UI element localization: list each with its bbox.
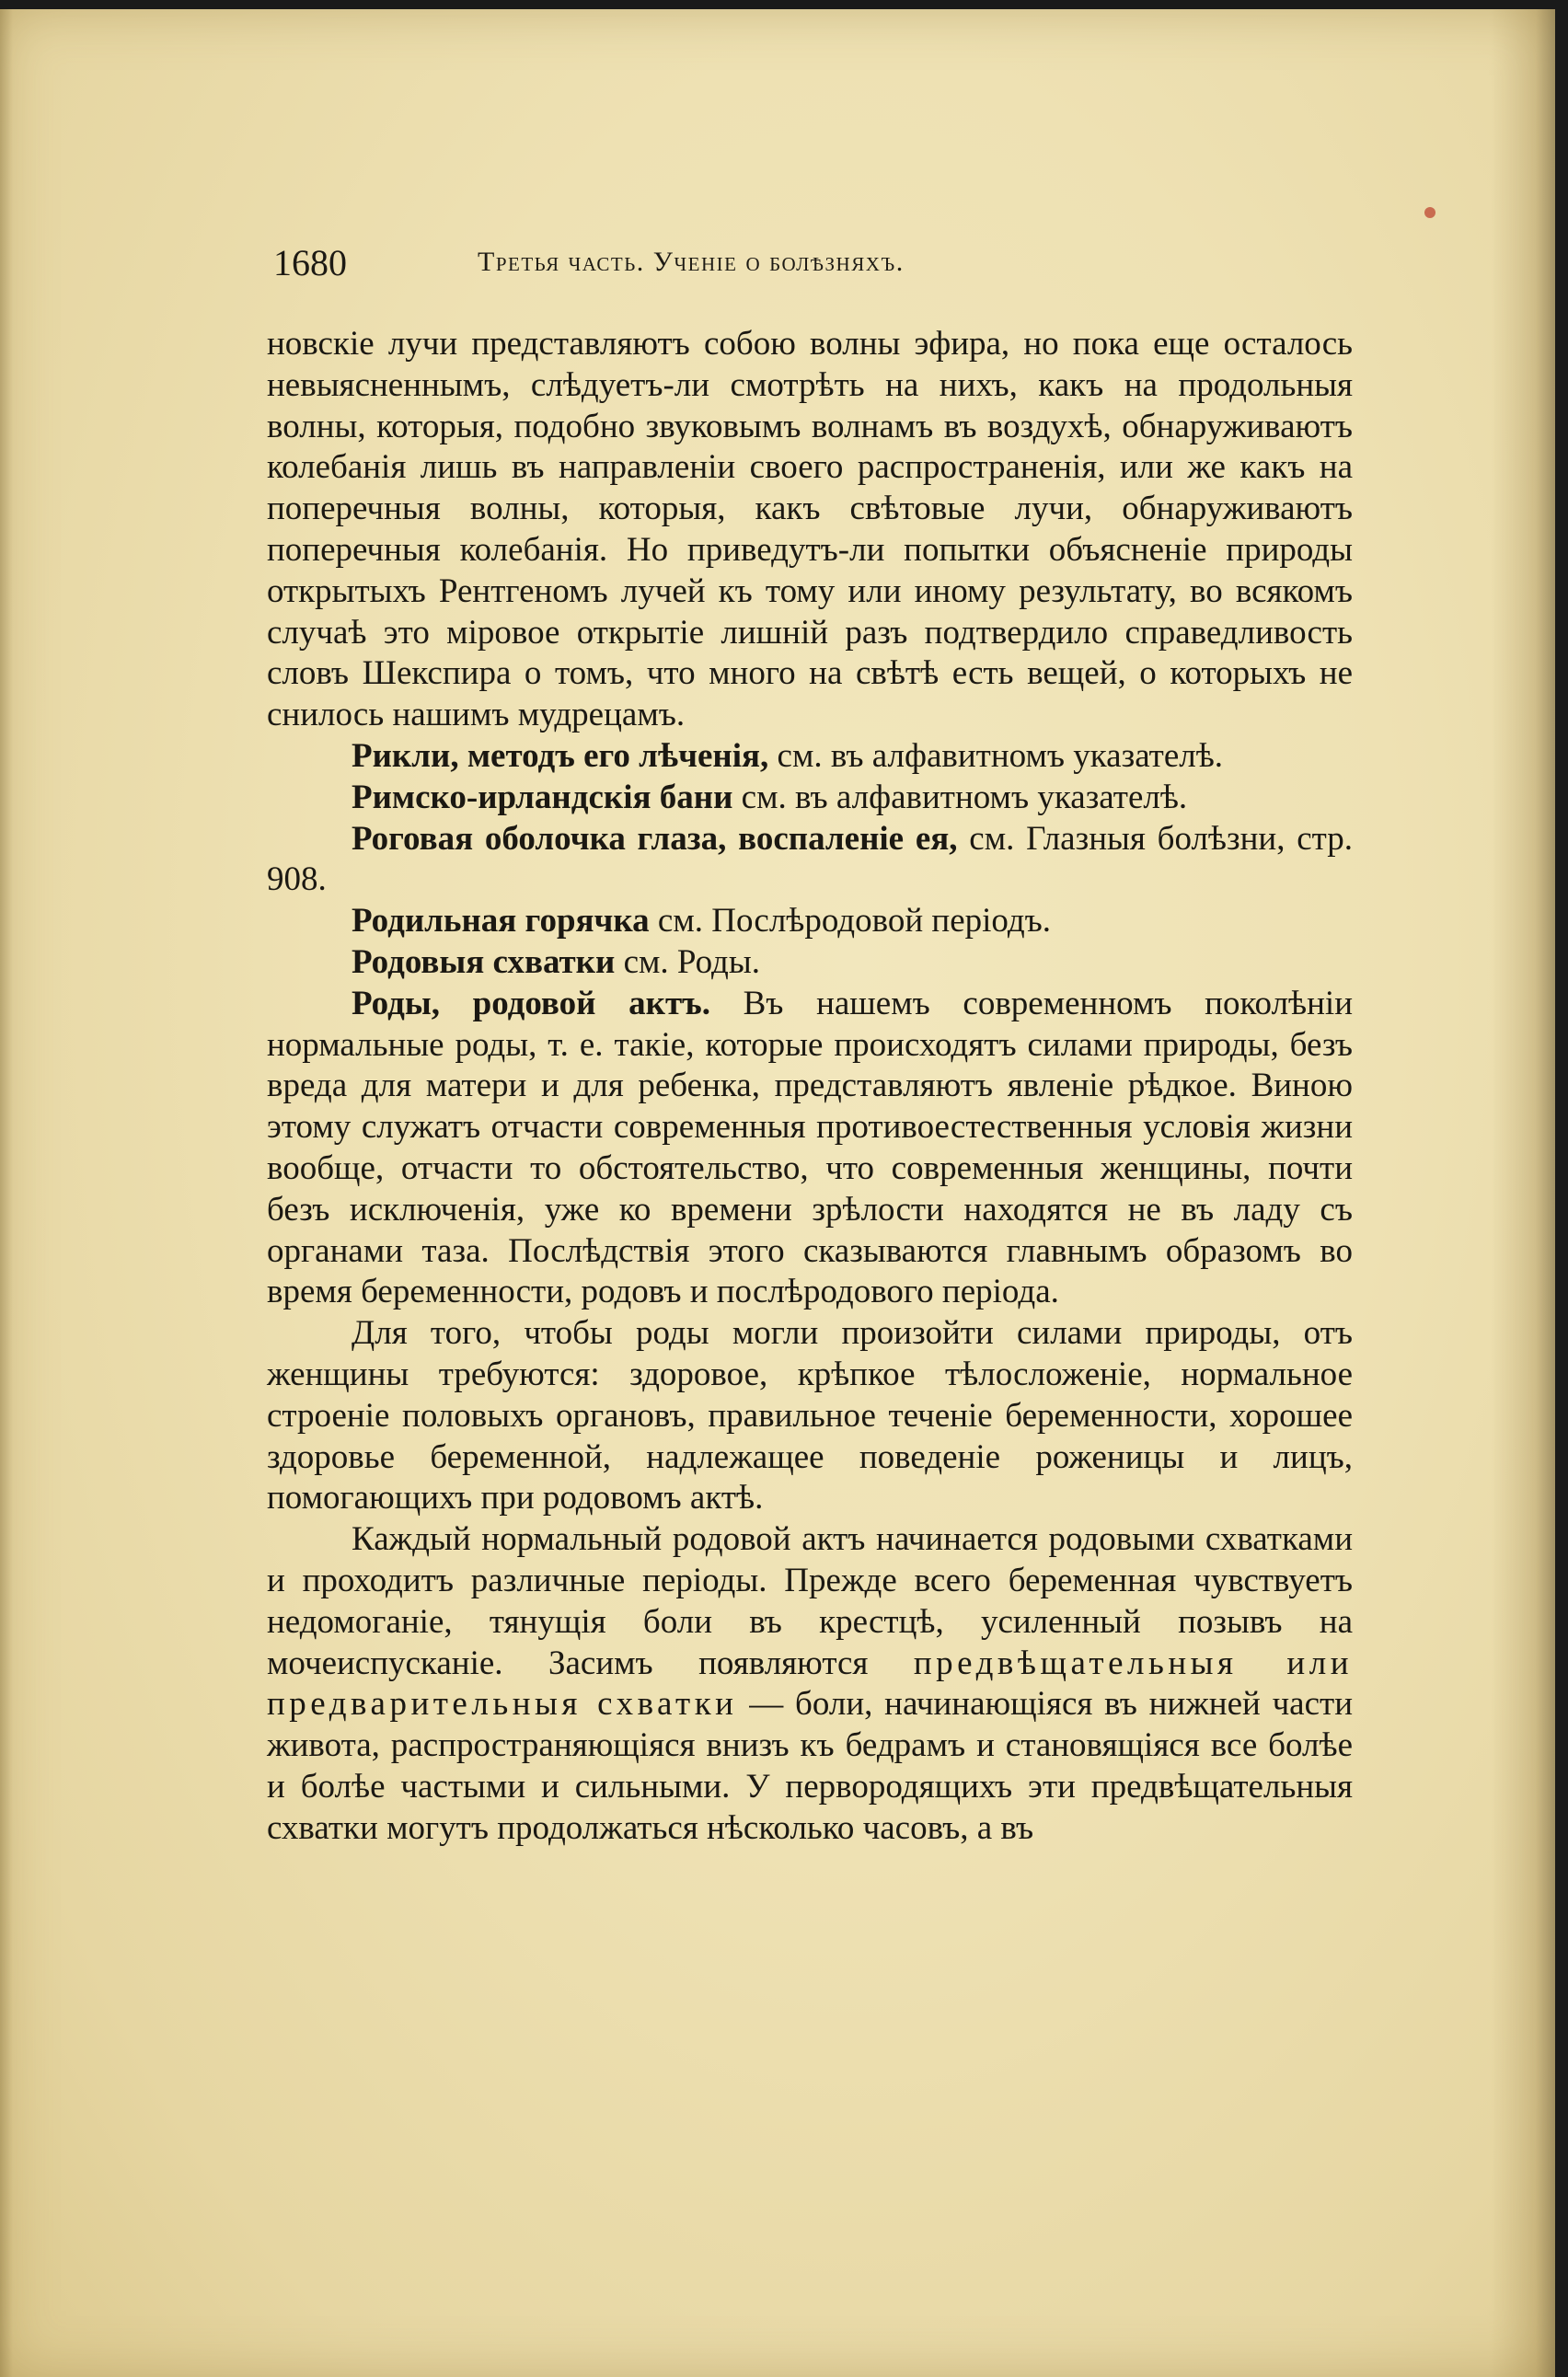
entry-cornea — [267, 819, 1353, 902]
book-page — [0, 9, 1555, 2377]
page-header — [273, 241, 1359, 296]
entry-term: Римско-ирландскія бани — [352, 778, 733, 816]
entry-childbirth — [267, 984, 1353, 1313]
entry-text: см. Послѣродовой періодъ. — [649, 902, 1052, 940]
entry-term: Роды, родовой актъ. — [352, 984, 710, 1022]
entry-text: см. Роды. — [615, 942, 760, 981]
paragraph-text: Каждый нормальный родовой актъ начинается родовыми схватками и проходитъ различные періоды. Прежде всего беременная чувствуетъ недомоганіе, тянущія боли въ крестцѣ, усиленный позывъ на мочеиспусканіе. Засимъ появляются — [267, 1520, 1353, 1682]
entry-text: Въ нашемъ современномъ поколѣніи нормальные роды, т. е. такіе, которые происходятъ силами природы, безъ вреда для матери и для ребенка, представляютъ явленіе рѣдкое. Виною этому служатъ отчасти современныя противоестественныя условія жизни вообще, отчасти то обстоятельство, что современныя женщины, почти безъ исключенія, уже ко времени зрѣлости находятся не въ ладу съ органами таза. Послѣдствія этого сказываются главнымъ образомъ во время беременности, родовъ и послѣродового періода. — [267, 984, 1354, 1311]
page-number: 1680 — [273, 242, 347, 283]
entry-text: см. въ алфавитномъ указателѣ. — [768, 736, 1224, 775]
entry-text: см. въ алфавитномъ указателѣ. — [732, 778, 1188, 816]
entry-term: Рикли, методъ его лѣченія, — [352, 736, 769, 775]
entry-term: Родильная горячка — [352, 902, 650, 940]
entry-rikli — [267, 736, 1353, 778]
ink-speck — [1424, 207, 1435, 218]
entry-text: см. Глазныя болѣзни, стр. 908. — [267, 819, 1354, 899]
entry-puerperal-fever — [267, 901, 1353, 942]
entry-term: Роговая оболочка глаза, воспаленіе ея, — [352, 819, 958, 858]
paragraph: Для того, чтобы роды могли произойти силами природы, отъ женщины требуются: здоровое, крѣпкое тѣлосложеніе, нормальное строеніе половыхъ органовъ, правильное теченіе беременности, хорошее здоровье беременной, надлежащее поведеніе роженицы и лицъ, помогающихъ при родовомъ актѣ. — [267, 1314, 1353, 1517]
paragraph-text: — боли, начинающіяся въ нижней части живота, распространяющіяся внизъ къ бедрамъ и становящіяся все болѣе и болѣе частыми и сильными. У первородящихъ эти предвѣщательныя схватки могутъ продолжаться нѣсколько часовъ, а въ — [267, 1685, 1353, 1847]
paragraph — [267, 1519, 1353, 1849]
body-text — [267, 324, 1353, 1849]
spaced-emphasis: предвѣщательныя или предварительныя схватки — [267, 1644, 1353, 1724]
entry-roman-irish-baths — [267, 778, 1353, 819]
running-title: Третья часть. Ученіе о болѣзняхъ. — [478, 247, 905, 277]
entry-labor-contractions — [267, 942, 1353, 984]
entry-term: Родовыя схватки — [352, 942, 616, 981]
paragraph-continued: новскіе лучи представляютъ собою волны эфира, но пока еще осталось невыясненнымъ, слѣдуетъ-ли смотрѣть на нихъ, какъ на продольныя волны, которыя, подобно звуковымъ волнамъ въ воздухѣ, обнаруживаютъ колебанія лишь въ направленіи своего распространенія, или же какъ на поперечныя волны, которыя, какъ свѣтовые лучи, обнаруживаютъ поперечныя колебанія. Но приведутъ-ли попытки объясненіе природы открытыхъ Рентгеномъ лучей къ тому или иному результату, во всякомъ случаѣ это міровое открытіе лишній разъ подтвердило справедливость словъ Шекспира о томъ, что много на свѣтѣ есть вещей, о которыхъ не снилось нашимъ мудрецамъ. — [267, 325, 1353, 734]
